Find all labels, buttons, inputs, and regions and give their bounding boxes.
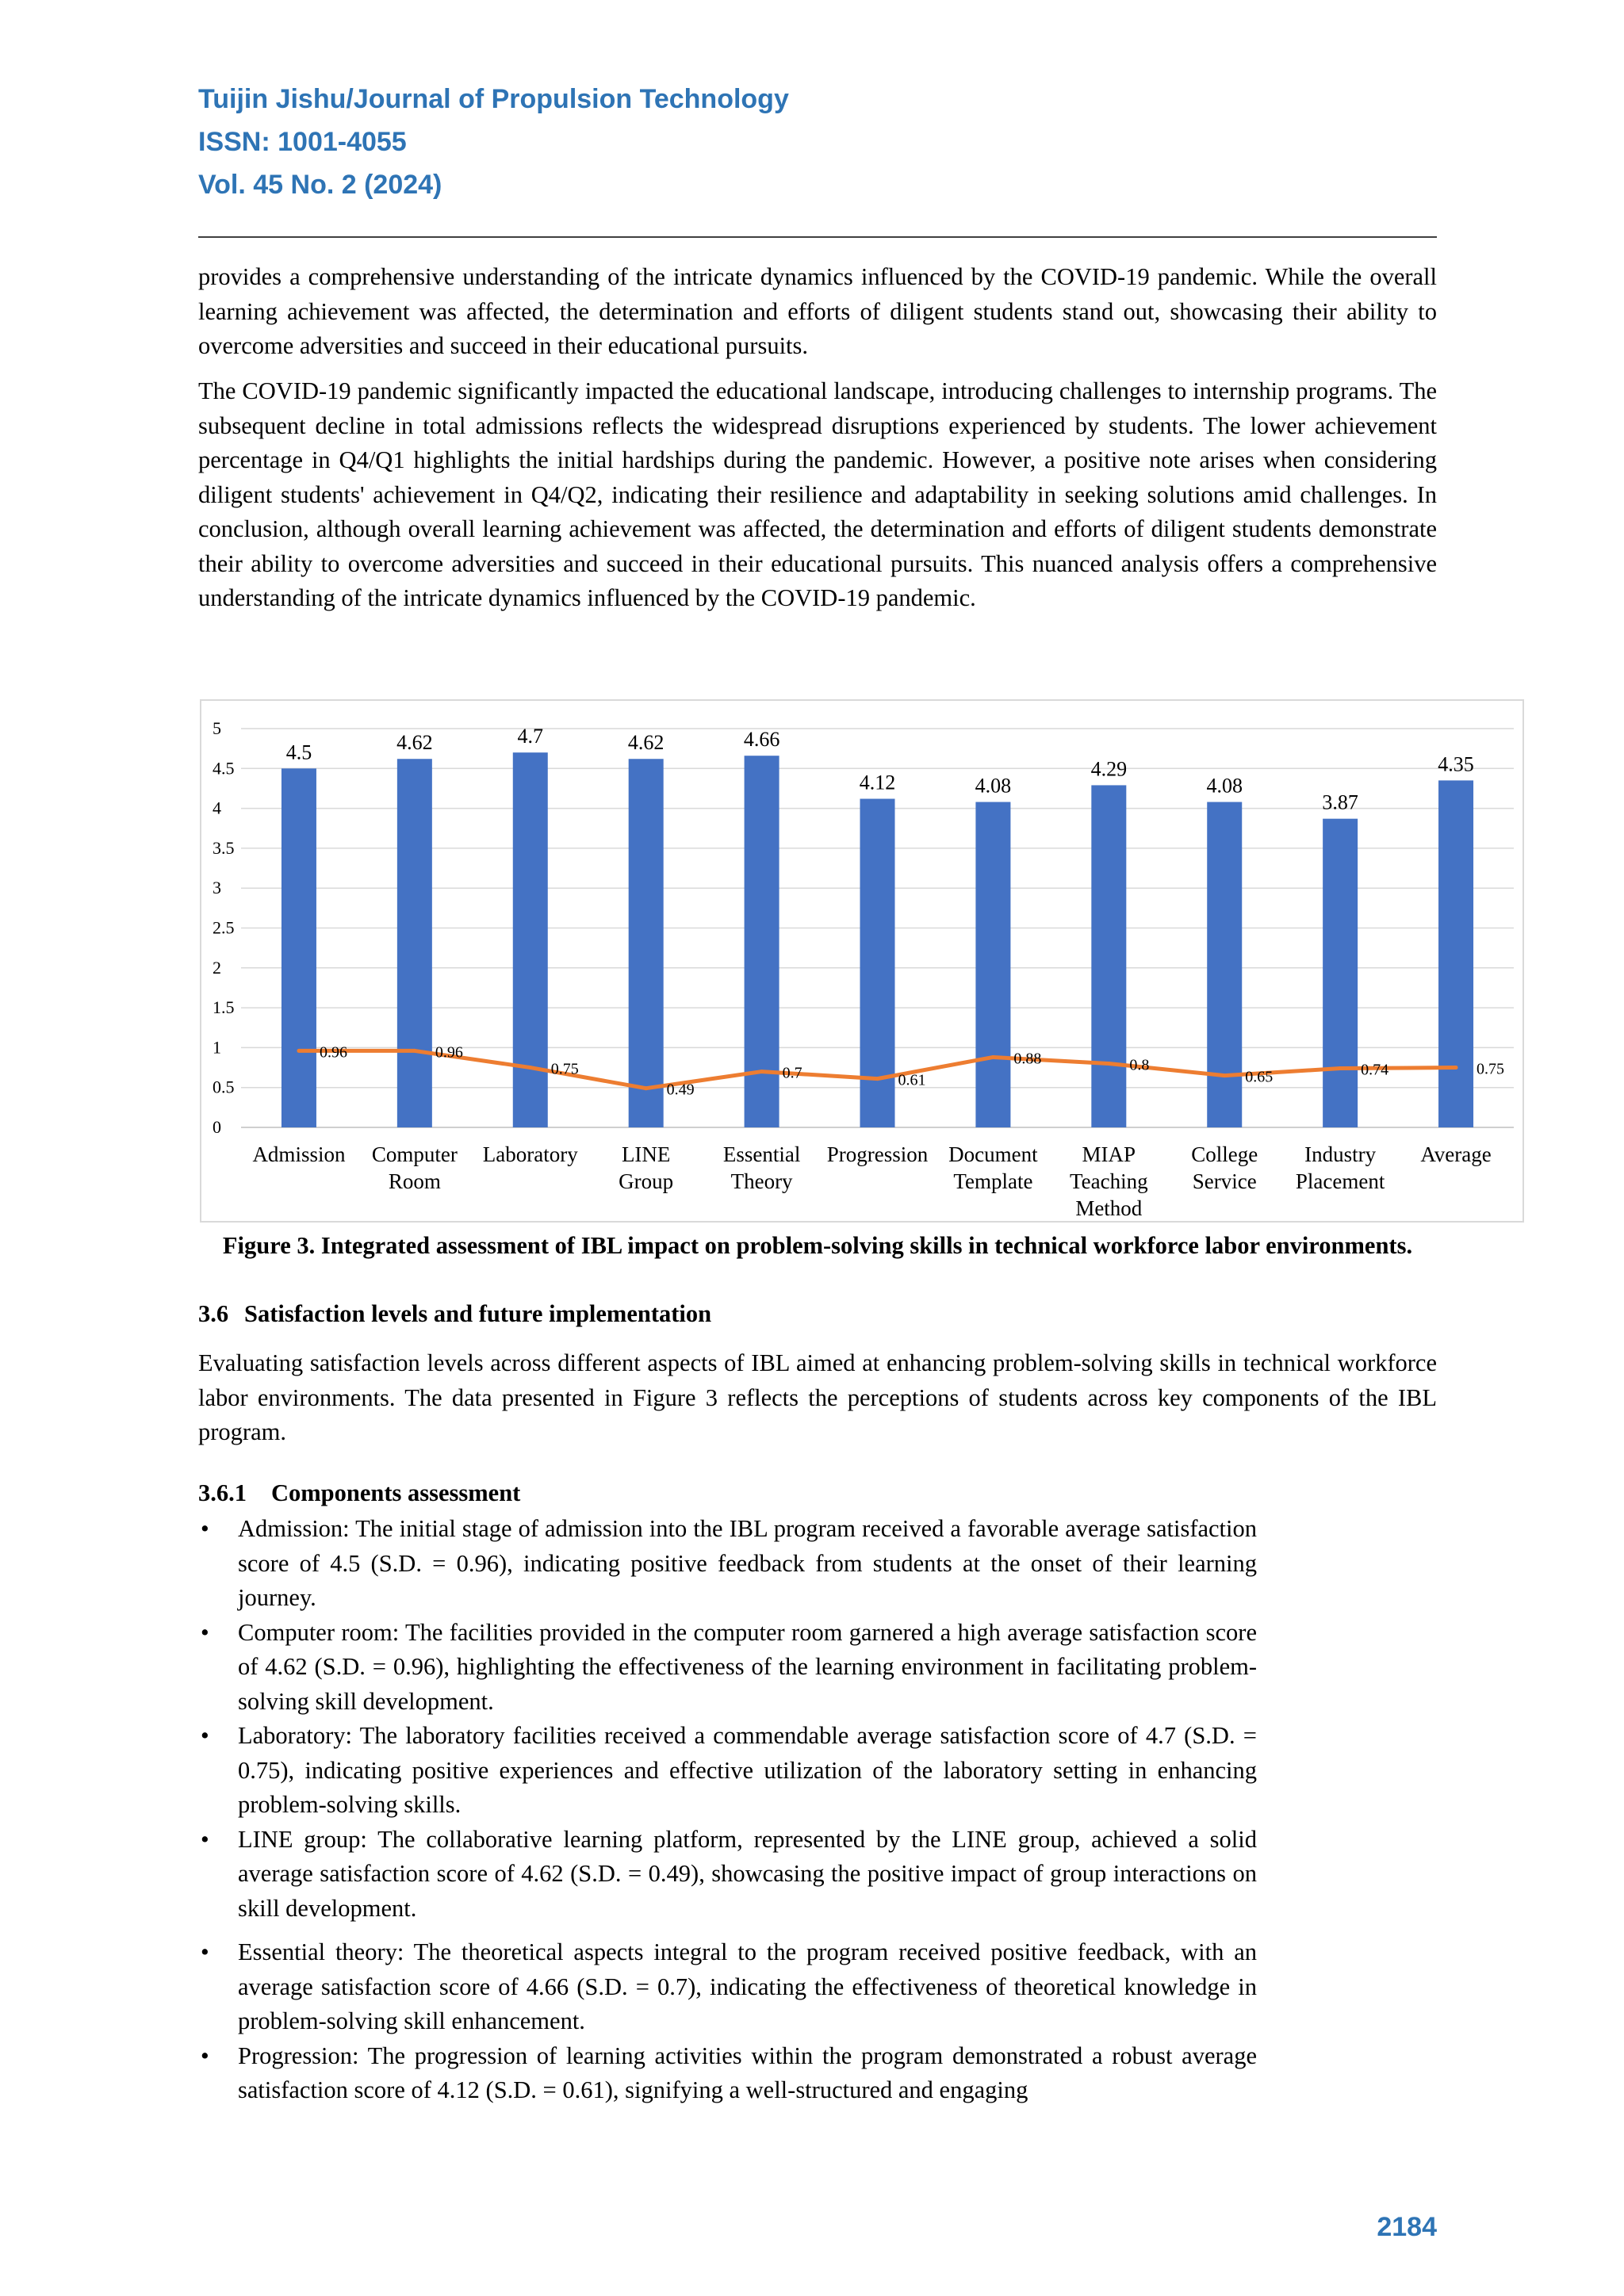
line-data-label: 0.96 [435,1043,463,1062]
line-data-label: 0.96 [319,1043,347,1062]
line-data-label: 0.74 [1361,1061,1389,1079]
subsection-number: 3.6.1 [198,1479,247,1506]
bullet-icon: • [201,1618,209,1646]
x-category-label: Group [619,1169,674,1193]
bar-data-label: 4.35 [1438,752,1474,776]
y-tick-label: 3.5 [213,837,235,858]
y-tick-label: 3 [213,878,221,898]
x-category-label: MIAP [1082,1142,1136,1166]
bar [1438,780,1473,1127]
x-category-label: Room [388,1169,441,1193]
x-category-label: Service [1192,1169,1257,1193]
x-category-label: Method [1075,1196,1143,1220]
x-category-label: Computer [371,1142,458,1166]
page-number: 2184 [1377,2212,1437,2242]
x-category-label: Admission [252,1142,346,1166]
bar [1091,785,1126,1127]
section-heading [198,1297,711,1331]
subsection-heading [198,1476,520,1510]
bar-data-label: 4.08 [1206,774,1243,798]
section-number: 3.6 [198,1300,229,1327]
subsection-title: Components assessment [271,1479,521,1506]
y-tick-label: 5 [213,718,221,738]
x-category-label: Industry [1304,1142,1377,1166]
bar [282,768,316,1127]
y-tick-label: 1 [213,1037,221,1058]
line-data-label: 0.75 [550,1060,579,1078]
bar-data-label: 4.62 [396,731,433,755]
journal-issn: ISSN: 1001-4055 [198,127,407,157]
x-category-label: Document [948,1142,1038,1166]
bar-data-label: 4.5 [285,740,312,764]
y-tick-label: 2 [213,957,221,978]
x-category-label: Average [1420,1142,1492,1166]
x-category-label: Theory [730,1169,793,1193]
bar-data-label: 4.66 [743,728,780,752]
bar [975,802,1010,1127]
line-point [1107,1062,1111,1066]
y-tick-label: 0.5 [213,1077,235,1097]
y-tick-label: 1.5 [213,997,235,1018]
bar [397,759,432,1127]
x-category-label: Placement [1295,1169,1385,1193]
journal-header [198,78,1435,206]
header-divider [198,236,1437,238]
journal-volume: Vol. 45 No. 2 (2024) [198,170,442,200]
paragraph-3: Evaluating satisfaction levels across different aspects of IBL aimed at enhancing problem-solving skills in technical workforce labor environments. The data presented in Figure 3 reflects the perceptions of students across key components of the IBL program. [198,1349,1437,1445]
list-item: • Computer room: The facilities provided in the computer room garnered a high average satisfaction score of 4.62 (S.D. = 0.96), highlighting the effectiveness of the learning environment in facilitating problem-solving skill development. [198,1616,1257,1720]
line-point [528,1066,532,1070]
x-category-label: Progression [826,1142,929,1166]
bar-data-label: 4.08 [975,774,1012,798]
list-item: • Laboratory: The laboratory facilities received a commendable average satisfaction score of 4.7 (S.D. = 0.75), indicating positive experiences and effective utilization of the laboratory setting in enhancing problem-solving skills. [198,1719,1257,1823]
list-item: • Essential theory: The theoretical aspects integral to the program received positive feedback, with an average satisfaction score of 4.66 (S.D. = 0.7), indicating the effectiveness of theoretical knowledge in problem-solving skill enhancement. [198,1935,1257,2039]
bar-data-label: 4.12 [859,771,896,794]
section-title: Satisfaction levels and future implementation [244,1300,712,1327]
paragraph-2: The COVID-19 pandemic significantly impacted the educational landscape, introducing challenges to internship programs. The subsequent decline in total admissions reflects the widespread disruptions experienced by students. The lower achievement percentage in Q4/Q1 highlights the initial hardships during the pandemic. However, a positive note arises when considering diligent students' achievement in Q4/Q2, indicating their resilience and adaptability in seeking solutions amid challenges. In conclusion, although overall learning achievement was affected, the determination and efforts of diligent students demonstrate their ability to overcome adversities and succeed in their educational pursuits. This nuanced analysis offers a comprehensive understanding of the intricate dynamics influenced by the COVID-19 pandemic. [198,377,1437,611]
x-category-label: Laboratory [482,1142,578,1166]
line-point [875,1077,879,1081]
line-point [1454,1066,1458,1070]
bar-data-label: 4.29 [1090,757,1128,781]
line-point [1339,1066,1342,1070]
x-category-label: Teaching [1070,1169,1148,1193]
y-tick-label: 4 [213,798,221,818]
line-point [991,1055,995,1059]
journal-title: Tuijin Jishu/Journal of Propulsion Technology [198,84,789,114]
x-category-label: College [1191,1142,1258,1166]
bar-data-label: 4.7 [517,725,544,748]
y-tick-label: 4.5 [213,758,235,779]
line-point [644,1086,648,1090]
line-data-label: 0.49 [666,1081,695,1099]
y-tick-label: 0 [213,1117,221,1137]
figure-caption: Figure 3. Integrated assessment of IBL impact on problem-solving skills in technical workforce labor environments. [222,1232,1413,1259]
bullet-icon: • [201,1825,209,1853]
line-point [297,1049,301,1053]
bar-data-label: 3.87 [1322,790,1358,814]
chart-svg [201,701,1522,1221]
x-category-label: Template [953,1169,1033,1193]
bullet-icon: • [201,2042,209,2069]
line-data-label: 0.88 [1013,1050,1042,1068]
bullet-icon: • [201,1515,209,1542]
paragraph-1: provides a comprehensive understanding of the intricate dynamics influenced by the COVID-19 pandemic. While the overall learning achievement was affected, the determination and efforts of diligent students stand out, showcasing their ability to overcome adversities and succeed in their educational pursuits. [198,263,1437,359]
line-data-label: 0.8 [1129,1056,1150,1074]
y-tick-label: 2.5 [213,917,235,938]
bar [629,759,664,1127]
bullet-icon: • [201,1938,209,1965]
line-data-label: 0.61 [898,1071,926,1089]
line-data-label: 0.7 [782,1064,802,1082]
line-point [760,1070,764,1073]
x-category-label: Essential [722,1142,801,1166]
bar-data-label: 4.62 [627,731,665,755]
line-point [412,1049,416,1053]
list-item: • Progression: The progression of learning activities within the program demonstrated a robust average satisfaction score of 4.12 (S.D. = 0.61), signifying a well-structured and engaging [198,2039,1257,2108]
x-category-label: LINE [621,1142,671,1166]
bar [1323,819,1358,1127]
components-list [198,1512,1257,2108]
line-point [1223,1073,1227,1077]
bullet-icon: • [201,1722,209,1749]
list-item: • LINE group: The collaborative learning platform, represented by the LINE group, achieved a solid average satisfaction score of 4.62 (S.D. = 0.49), showcasing the positive impact of group interactions on skill development. [198,1823,1257,1927]
list-item: • Admission: The initial stage of admission into the IBL program received a favorable average satisfaction score of 4.5 (S.D. = 0.96), indicating positive feedback from students at the onset of their learning journey. [198,1512,1257,1616]
figure-3-chart [200,699,1524,1223]
line-data-label: 0.65 [1245,1068,1274,1086]
bar [1207,802,1242,1127]
line-data-label: 0.75 [1477,1060,1505,1078]
